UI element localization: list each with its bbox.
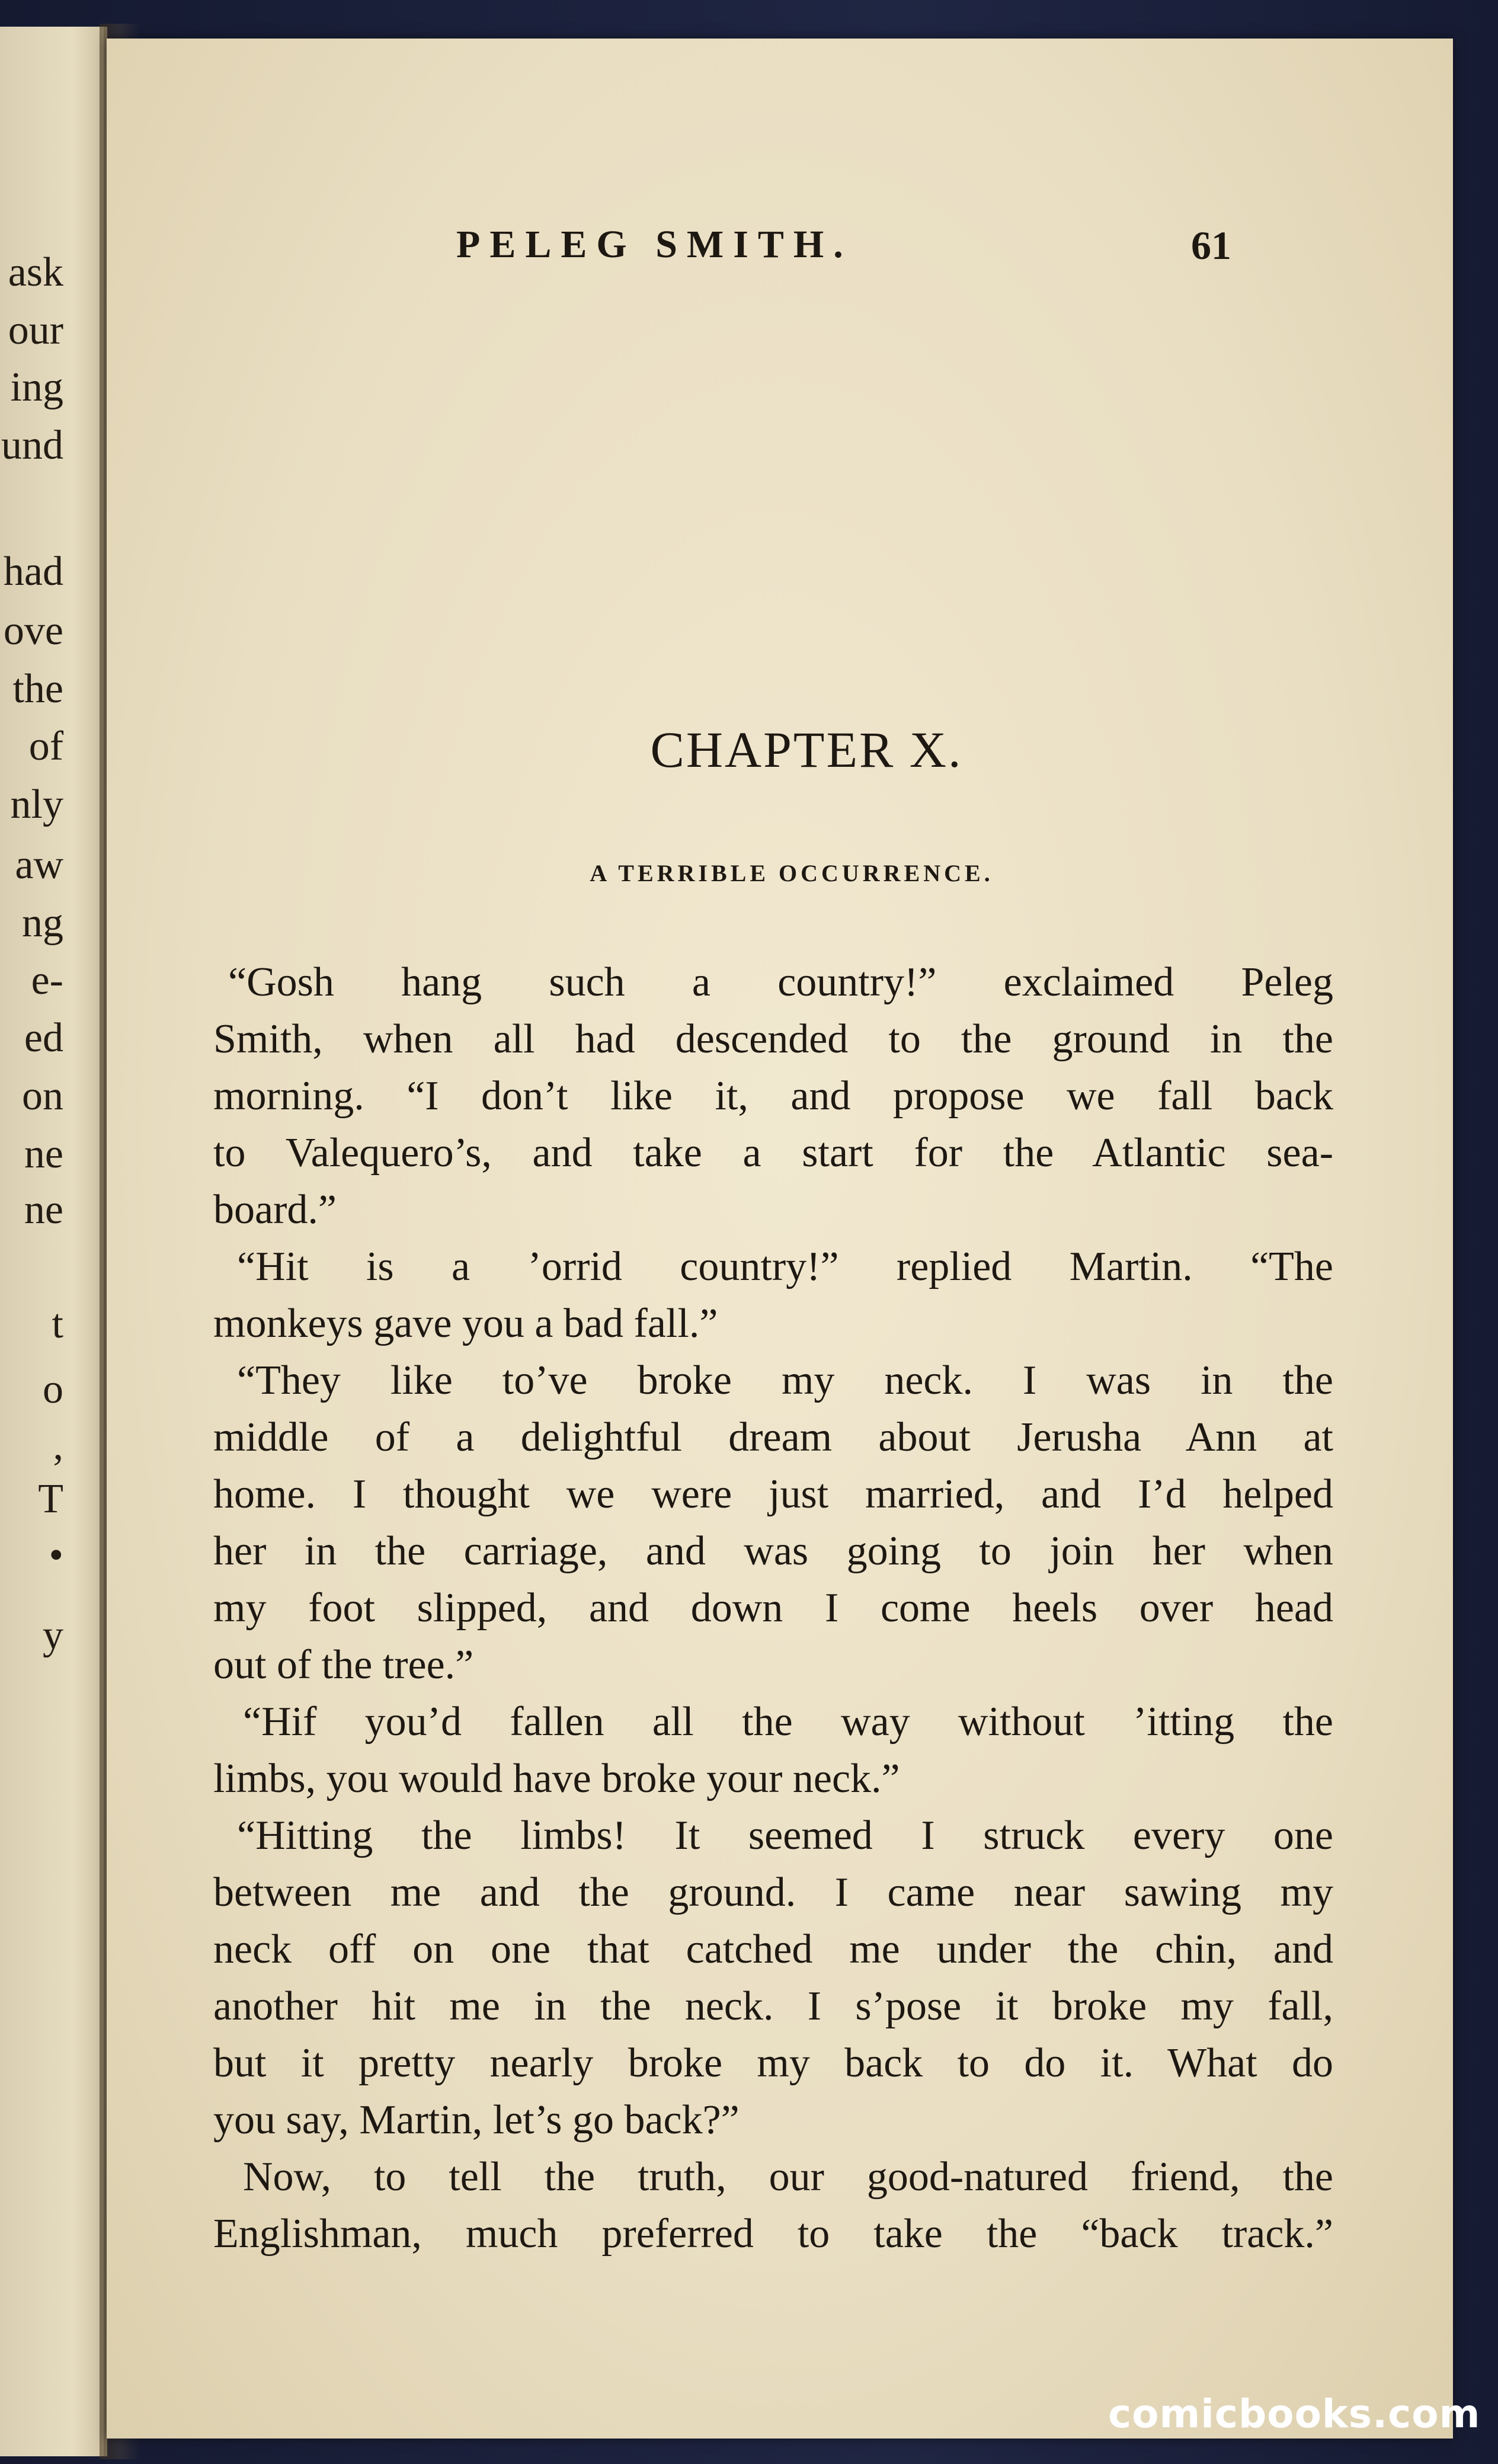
previous-page-text-fragment: ing: [10, 364, 63, 410]
previous-page-text-fragment: t: [52, 1301, 63, 1347]
previous-page-text-fragment: o: [43, 1367, 63, 1412]
text-line: out of the tree.”: [213, 1642, 474, 1688]
text-line: morning. “I don’t like it, and propose we fall back: [213, 1073, 1333, 1119]
text-line: another hit me in the neck. I s’pose it broke my fall,: [213, 1983, 1333, 2029]
text-line: middle of a delightful dream about Jerusha Ann at: [213, 1415, 1333, 1460]
previous-page-text-fragment: had: [3, 549, 63, 594]
text-line: Smith, when all had descended to the ground in the: [213, 1016, 1333, 1062]
text-line: my foot slipped, and down I come heels over head: [213, 1585, 1333, 1631]
previous-page-text-fragment: of: [28, 724, 63, 769]
previous-page-text-fragment: und: [1, 423, 63, 468]
text-line: to Valequero’s, and take a start for the Atlantic sea-: [213, 1130, 1333, 1176]
previous-page-text-fragment: T: [38, 1476, 63, 1522]
previous-page-text-fragment: ed: [24, 1015, 63, 1061]
text-line: limbs, you would have broke your neck.”: [213, 1756, 900, 1801]
watermark: comicbooks.com: [1108, 2391, 1481, 2437]
text-line: “Hif you’d fallen all the way without ’itting the: [243, 1699, 1333, 1745]
chapter-title: CHAPTER X.: [650, 721, 963, 778]
text-line: home. I thought we were just married, and I’d helped: [213, 1471, 1333, 1517]
text-line: between me and the ground. I came near sawing my: [213, 1870, 1333, 1915]
chapter-subtitle: A TERRIBLE OCCURRENCE.: [590, 860, 994, 887]
running-title: PELEG SMITH.: [456, 223, 853, 266]
text-line: Englishman, much preferred to take the “back track.”: [213, 2211, 1333, 2257]
text-line: Now, to tell the truth, our good-natured friend, the: [243, 2154, 1333, 2200]
previous-page-text-fragment: aw: [15, 842, 63, 888]
running-header: [107, 222, 1453, 281]
previous-page-text-fragment: ,: [53, 1423, 63, 1468]
text-line: monkeys gave you a bad fall.”: [213, 1301, 718, 1346]
previous-page-text-fragment: on: [22, 1073, 63, 1119]
text-line: “Gosh hang such a country!” exclaimed Peleg: [228, 959, 1333, 1005]
previous-page-text-fragment: ng: [22, 900, 63, 946]
text-line: her in the carriage, and was going to join her when: [213, 1528, 1333, 1574]
previous-page-text-fragment: ask: [8, 249, 63, 295]
previous-page-edge: [0, 27, 107, 2456]
text-line: “Hitting the limbs! It seemed I struck every one: [237, 1813, 1333, 1858]
previous-page-text-fragment: ove: [3, 608, 63, 654]
text-line: but it pretty nearly broke my back to do it. What do: [213, 2040, 1333, 2086]
previous-page-text-fragment: ne: [24, 1131, 63, 1177]
previous-page-text-fragment: ne: [24, 1187, 63, 1233]
text-line: board.”: [213, 1187, 337, 1233]
text-line: you say, Martin, let’s go back?”: [213, 2097, 740, 2143]
text-line: “Hit is a ’orrid country!” replied Martin. “The: [237, 1244, 1333, 1289]
previous-page-text-fragment: nly: [10, 782, 63, 827]
previous-page-text-fragment: •: [49, 1532, 63, 1578]
previous-page-text-fragment: y: [43, 1612, 63, 1658]
text-line: “They like to’ve broke my neck. I was in the: [237, 1358, 1333, 1403]
text-line: neck off on one that catched me under the chin, and: [213, 1927, 1333, 1972]
previous-page-text-fragment: e-: [31, 958, 63, 1003]
page-number: 61: [1191, 223, 1231, 268]
book-page: [107, 39, 1453, 2439]
previous-page-text-fragment: the: [12, 666, 63, 712]
previous-page-text-fragment: our: [8, 308, 63, 353]
